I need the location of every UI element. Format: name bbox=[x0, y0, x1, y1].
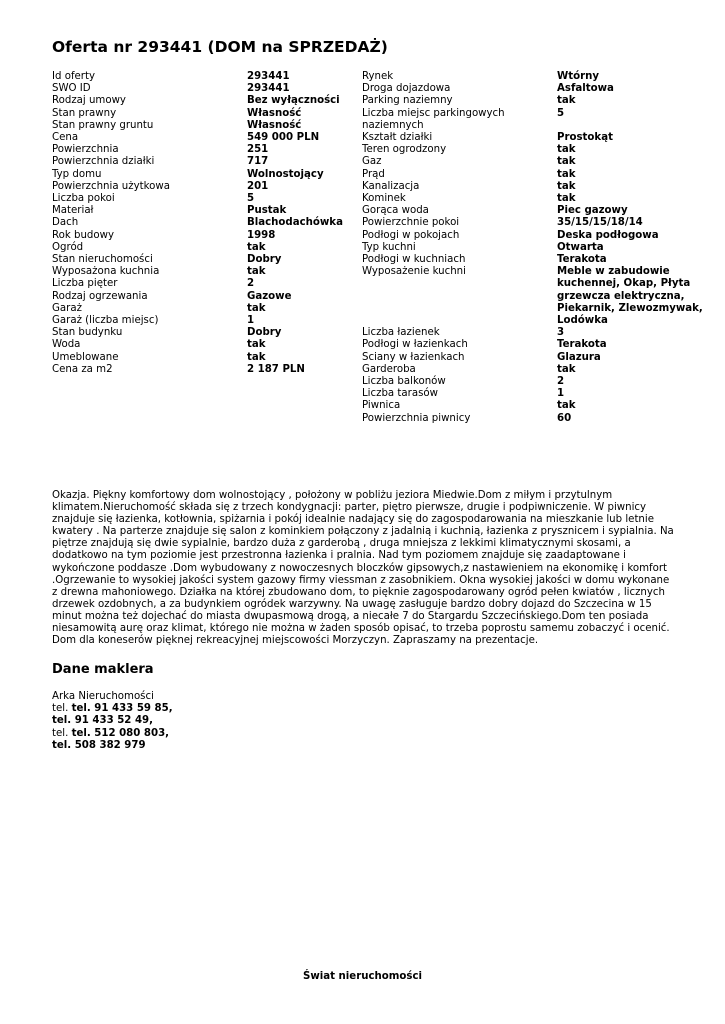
detail-row bbox=[52, 95, 357, 107]
detail-label: Sciany w łazienkach bbox=[362, 351, 465, 363]
detail-row bbox=[362, 352, 712, 364]
detail-row bbox=[52, 156, 357, 168]
detail-label: Liczba balkonów bbox=[362, 376, 446, 388]
detail-value: 60 bbox=[557, 412, 572, 424]
detail-value: tak bbox=[557, 400, 576, 412]
detail-value: Otwarta bbox=[557, 241, 604, 253]
detail-label: Piwnica bbox=[362, 400, 401, 412]
detail-label: Liczba pięter bbox=[52, 278, 118, 290]
detail-row bbox=[52, 108, 357, 120]
offer-page bbox=[52, 38, 703, 752]
detail-row bbox=[362, 83, 712, 95]
detail-value: Własność bbox=[247, 119, 302, 131]
detail-row bbox=[362, 327, 712, 339]
tel-prefix: tel. bbox=[52, 727, 69, 739]
detail-row bbox=[362, 376, 712, 388]
detail-label: Powierzchnia piwnicy bbox=[362, 412, 471, 424]
detail-row bbox=[52, 193, 357, 205]
detail-label: Umeblowane bbox=[52, 351, 119, 363]
detail-row bbox=[362, 95, 712, 107]
detail-value: tak bbox=[557, 156, 576, 168]
detail-value: 201 bbox=[247, 180, 269, 192]
detail-row bbox=[362, 205, 712, 217]
detail-row bbox=[52, 364, 357, 376]
agent-phone-line-2 bbox=[52, 715, 677, 727]
details-right-column bbox=[362, 71, 712, 425]
detail-value: 549 000 PLN bbox=[247, 132, 320, 144]
detail-value: Deska podłogowa bbox=[557, 229, 659, 241]
detail-label: Kanalizacja bbox=[362, 180, 420, 192]
detail-row bbox=[362, 169, 712, 181]
detail-row bbox=[52, 242, 357, 254]
detail-label: Garaż bbox=[52, 302, 82, 314]
detail-row bbox=[52, 120, 357, 132]
detail-row bbox=[52, 303, 357, 315]
detail-value: 5 bbox=[247, 193, 255, 205]
agent-contact bbox=[52, 691, 677, 751]
detail-value: 1 bbox=[247, 315, 255, 327]
agent-phone-3[interactable]: tel. 512 080 803, bbox=[71, 727, 170, 739]
detail-value: 2 187 PLN bbox=[247, 363, 305, 375]
detail-label: Cena za m2 bbox=[52, 363, 113, 375]
detail-row bbox=[52, 144, 357, 156]
detail-row bbox=[52, 266, 357, 278]
agent-phone-4[interactable]: tel. 508 382 979 bbox=[52, 739, 146, 751]
detail-label: Stan prawny gruntu bbox=[52, 119, 154, 131]
detail-value: Terakota bbox=[557, 339, 607, 351]
detail-row bbox=[362, 266, 712, 327]
detail-label: Stan nieruchomości bbox=[52, 254, 153, 266]
detail-value: Dobry bbox=[247, 327, 282, 339]
detail-row bbox=[52, 254, 357, 266]
detail-row bbox=[362, 144, 712, 156]
detail-label: Ogród bbox=[52, 241, 84, 253]
detail-row bbox=[362, 132, 712, 144]
detail-label: Liczba miejsc parkingowych naziemnych bbox=[362, 107, 505, 131]
detail-label: Garderoba bbox=[362, 363, 416, 375]
detail-row bbox=[362, 230, 712, 242]
detail-row bbox=[52, 181, 357, 193]
detail-row bbox=[362, 181, 712, 193]
detail-row bbox=[362, 400, 712, 412]
page-title: Oferta nr 293441 (DOM na SPRZEDAŻ) bbox=[52, 38, 388, 56]
detail-label: Podłogi w łazienkach bbox=[362, 339, 468, 351]
detail-value: Meble w zabudowie kuchennej, Okap, Płyta grzewcza elektryczna, Piekarnik, Zlewozmywak, Lodówka bbox=[557, 266, 703, 327]
detail-label: Stan prawny bbox=[52, 107, 117, 119]
detail-row bbox=[52, 339, 357, 351]
detail-label: Podłogi w kuchniach bbox=[362, 254, 466, 266]
detail-row bbox=[362, 217, 712, 229]
detail-value: tak bbox=[557, 363, 576, 375]
detail-value: 1998 bbox=[247, 229, 276, 241]
detail-value: Gazowe bbox=[247, 290, 292, 302]
detail-value: Wolnostojący bbox=[247, 168, 324, 180]
detail-value: 293441 bbox=[247, 83, 290, 95]
detail-value: 2 bbox=[247, 278, 255, 290]
agent-phone-line-3 bbox=[52, 728, 677, 740]
agent-phone-line-1 bbox=[52, 703, 677, 715]
detail-row bbox=[362, 388, 712, 400]
agent-phone-line-4 bbox=[52, 740, 677, 752]
detail-row bbox=[362, 254, 712, 266]
detail-value: Własność bbox=[247, 107, 302, 119]
detail-value: 2 bbox=[557, 376, 565, 388]
agent-phone-2[interactable]: tel. 91 433 52 49, bbox=[52, 715, 153, 727]
detail-label: SWO ID bbox=[52, 83, 91, 95]
detail-label: Typ kuchni bbox=[362, 241, 416, 253]
detail-value: Pustak bbox=[247, 205, 287, 217]
detail-row bbox=[362, 242, 712, 254]
detail-label: Parking naziemny bbox=[362, 95, 453, 107]
detail-row bbox=[52, 83, 357, 95]
detail-value: tak bbox=[247, 241, 266, 253]
detail-row bbox=[362, 413, 712, 425]
detail-value: 251 bbox=[247, 144, 269, 156]
agent-phone-1[interactable]: tel. 91 433 59 85, bbox=[71, 703, 173, 715]
detail-value: 35/15/15/18/14 bbox=[557, 217, 643, 229]
detail-label: Kształt działki bbox=[362, 132, 433, 144]
detail-row bbox=[362, 193, 712, 205]
detail-row bbox=[52, 327, 357, 339]
detail-value: tak bbox=[247, 339, 266, 351]
detail-label: Materiał bbox=[52, 205, 94, 217]
detail-label: Powierzchnia bbox=[52, 144, 119, 156]
detail-label: Cena bbox=[52, 132, 79, 144]
detail-label: Rodzaj ogrzewania bbox=[52, 290, 148, 302]
detail-row bbox=[52, 352, 357, 364]
detail-label: Id oferty bbox=[52, 71, 96, 82]
detail-label: Gaz bbox=[362, 156, 382, 168]
detail-label: Droga dojazdowa bbox=[362, 83, 451, 95]
detail-label: Powierzchnia użytkowa bbox=[52, 180, 170, 192]
detail-value: 3 bbox=[557, 327, 565, 339]
detail-label: Liczba tarasów bbox=[362, 388, 438, 400]
detail-row bbox=[52, 169, 357, 181]
detail-value: Prostokąt bbox=[557, 132, 613, 144]
detail-label: Podłogi w pokojach bbox=[362, 229, 460, 241]
detail-row bbox=[52, 291, 357, 303]
detail-row bbox=[362, 339, 712, 351]
footer-brand: Świat nieruchomości bbox=[303, 971, 422, 982]
offer-details bbox=[52, 71, 703, 431]
detail-label: Powierzchnie pokoi bbox=[362, 217, 460, 229]
detail-label: Kominek bbox=[362, 193, 406, 205]
detail-value: Glazura bbox=[557, 351, 601, 363]
detail-row bbox=[52, 132, 357, 144]
detail-value: tak bbox=[247, 351, 266, 363]
detail-value: Bez wyłączności bbox=[247, 95, 340, 107]
detail-value: Piec gazowy bbox=[557, 205, 628, 217]
detail-row bbox=[52, 278, 357, 290]
detail-label: Wyposażona kuchnia bbox=[52, 266, 160, 278]
detail-label: Powierzchnia działki bbox=[52, 156, 155, 168]
detail-value: 293441 bbox=[247, 71, 290, 82]
detail-row bbox=[362, 71, 712, 83]
detail-label: Dach bbox=[52, 217, 79, 229]
detail-value: Terakota bbox=[557, 254, 607, 266]
details-left-column bbox=[52, 71, 357, 376]
detail-value: tak bbox=[247, 266, 266, 278]
offer-description: Okazja. Piękny komfortowy dom wolnostojący , położony w pobliżu jeziora Miedwie.Dom z miłym i przytulnym klimatem.Nieruchomość składa się z trzech kondygnacji: parter, piętro pierwsze, drugie i podpiwniczenie. W piwnicy znajduje się łazienka, kotłownia, spiżarnia i pokój idealnie nadający się do zagospodarowania na mieszkanie lub letnie kwatery . Na parterze znajduje się salon z kominkiem połączony z jadalnią i kuchnią, łazienka z prysznicem i sypialnia. Na piętrze znajdują się dwie sypialnie, bardzo duża z garderobą , druga mniejsza z lekkimi klimatycznymi skosami, a dodatkowo na tym poziomie jest przestronna łazienka i pralnia. Nad tym poziomem znajduje się zaadaptowane i wykończone poddasze .Dom wybudowany z nowoczesnych bloczków gipsowych,z nastawieniem na ekonomikę i komfort .Ogrzewanie to wysokiej jakości system gazowy firmy viessman z zasobnikiem. Okna wysokiej jakości w domu wykonane z drewna mahoniowego. Działka na której zbudowano dom, to pięknie zagospodarowany ogród pełen kwiatów , licznych drzewek ozdobnych, a za budynkiem ogródek warzywny. Na uwagę zasługuje bardzo dobry dojazd do Szczecina w 15 minut można też dojechać do miasta dwupasmową drogą, a niecałe 7 do Stargardu Szczecińskiego.Dom ten posiada niesamowitą aurę oraz klimat, którego nie można w żaden sposób opisać, to trzeba poprostu samemu zobaczyć i ocenić. Dom dla koneserów pięknej rekreacyjnej miejscowości Morzyczyn. Zapraszamy na prezentacje. bbox=[52, 490, 674, 647]
tel-prefix: tel. bbox=[52, 703, 69, 715]
detail-label: Woda bbox=[52, 339, 81, 351]
detail-value: 717 bbox=[247, 156, 269, 168]
agent-company: Arka Nieruchomości bbox=[52, 691, 154, 703]
detail-value: 5 bbox=[557, 107, 565, 119]
detail-row bbox=[52, 217, 357, 229]
detail-value: tak bbox=[557, 168, 576, 180]
detail-value: Blachodachówka bbox=[247, 217, 343, 229]
detail-label: Prąd bbox=[362, 168, 385, 180]
detail-value: tak bbox=[557, 144, 576, 156]
detail-value: tak bbox=[557, 180, 576, 192]
detail-label: Liczba łazienek bbox=[362, 327, 440, 339]
detail-label: Typ domu bbox=[52, 168, 102, 180]
detail-row bbox=[362, 108, 712, 132]
detail-row bbox=[52, 71, 357, 83]
detail-value: Dobry bbox=[247, 254, 282, 266]
detail-label: Garaż (liczba miejsc) bbox=[52, 315, 159, 327]
detail-label: Gorąca woda bbox=[362, 205, 429, 217]
detail-value: Asfaltowa bbox=[557, 83, 614, 95]
detail-row bbox=[52, 230, 357, 242]
detail-label: Rodzaj umowy bbox=[52, 95, 126, 107]
detail-label: Stan budynku bbox=[52, 327, 123, 339]
detail-value: Wtórny bbox=[557, 71, 600, 82]
detail-value: 1 bbox=[557, 388, 565, 400]
detail-label: Wyposażenie kuchni bbox=[362, 266, 466, 278]
detail-value: tak bbox=[557, 193, 576, 205]
detail-row bbox=[52, 205, 357, 217]
detail-row bbox=[362, 364, 712, 376]
detail-row bbox=[52, 315, 357, 327]
detail-value: tak bbox=[247, 302, 266, 314]
detail-row bbox=[362, 156, 712, 168]
agent-heading: Dane maklera bbox=[52, 662, 154, 678]
detail-label: Rok budowy bbox=[52, 229, 114, 241]
detail-label: Teren ogrodzony bbox=[362, 144, 447, 156]
detail-label: Liczba pokoi bbox=[52, 193, 115, 205]
detail-value: tak bbox=[557, 95, 576, 107]
detail-label: Rynek bbox=[362, 71, 394, 82]
